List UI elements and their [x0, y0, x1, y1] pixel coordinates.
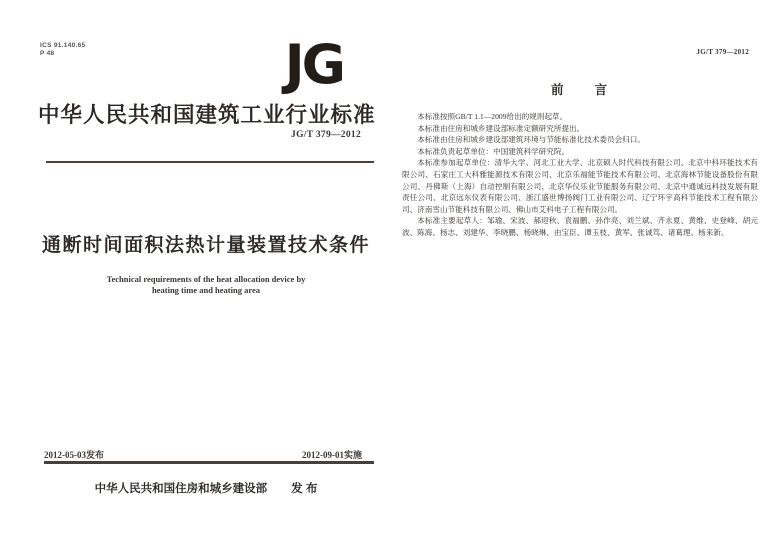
publish-label: 发 布 — [291, 483, 318, 495]
footer-divider-rule — [44, 461, 374, 464]
foreword-body — [402, 111, 758, 239]
foreword-paragraph: 本标准按照GB/T 1.1—2009给出的规则起草。 — [417, 112, 568, 121]
foreword-paragraph: 本标准参加起草单位：清华大学、河北工业大学、北京硕人时代科技有限公司、北京中科环能技术有限公司、石家庄工大科雅能源技术有限公司、北京乐福能节能技术有限公司、北京海林节能设备股份有限公司、丹佛斯（上海）自动控制有限公司、北京华仪乐业节能服务有限公司、北京中通诚远科技发展有限责任公司、北京远东仪表有限公司、浙江盛世博扬阀门工业有限公司、辽宁环宇高科节能技术工程有限公司、济南雪山节能科技有限公司、佛山市艾科电子工程有限公司。 — [402, 158, 758, 214]
foreword-paragraph: 本标准由住房和城乡建设部标准定额研究所提出。 — [417, 123, 585, 133]
ics-code: ICS 91.140.65 — [40, 42, 86, 49]
header-divider-rule — [46, 161, 374, 163]
page-header-standard-number: JG/T 379—2012 — [696, 48, 749, 56]
standard-type-title: 中华人民共和国建筑工业行业标准 — [38, 103, 376, 127]
issue-date: 2012-05-03发布 — [44, 450, 104, 460]
publisher-name: 中华人民共和国住房和城乡建设部 — [94, 483, 268, 495]
standard-number: JG/T 379—2012 — [291, 130, 361, 140]
cover-page — [38, 33, 376, 520]
foreword-heading: 前 言 — [550, 83, 609, 97]
document-title-en — [38, 274, 374, 295]
foreword-paragraph: 本标准负责起草单位：中国建筑科学研究院。 — [417, 146, 570, 156]
publisher-line — [38, 480, 374, 496]
implement-date: 2012-09-01实施 — [302, 450, 362, 460]
document-title-en-line1: Technical requirements of the heat allocation device by — [106, 274, 306, 284]
footer-dates-row — [44, 448, 362, 461]
document-title-zh: 通断时间面积法热计量装置技术条件 — [41, 235, 370, 256]
document-title-en-line2: heating time and heating area — [152, 284, 260, 295]
class-code: P 48 — [40, 50, 55, 57]
foreword-paragraph: 本标准主要起草人：邹瑜、宋波、郝迎秋、袁福鹏、孙作亮、刘兰斌、齐永夏、黄维、史登峰、胡元波、陈海、杨志、刘建华、李晓鹏、杨晓琳、由宝臣、谭玉枝、黄军、张诚笃、诸葛理、杨来新。 — [402, 216, 758, 237]
ics-classification-block — [40, 42, 85, 58]
foreword-paragraph: 本标准由住房和城乡建设部建筑环境与节能标准化技术委员会归口。 — [417, 135, 645, 145]
jg-standard-logo: JG — [284, 33, 343, 96]
foreword-page — [402, 48, 758, 508]
